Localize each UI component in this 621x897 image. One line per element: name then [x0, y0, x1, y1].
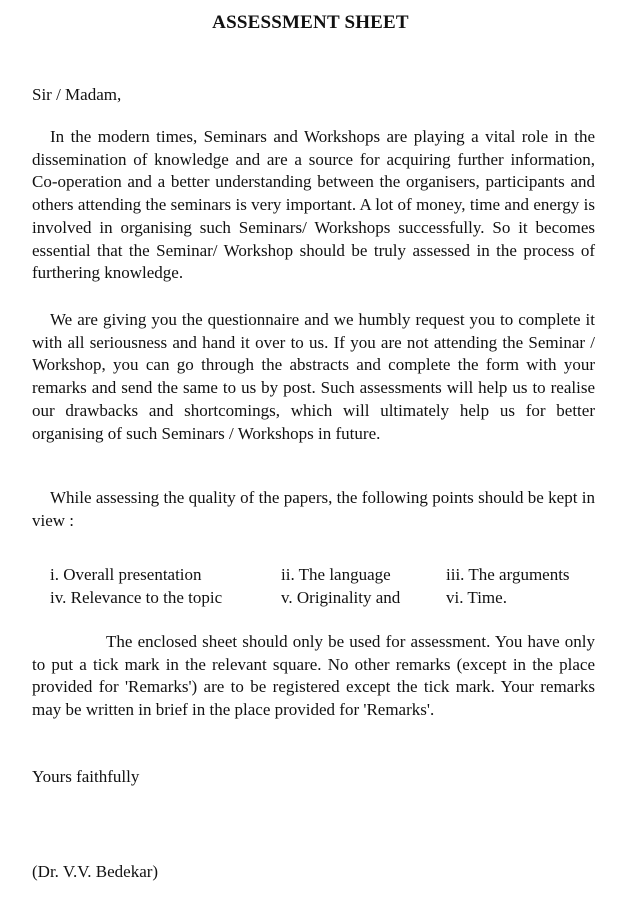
intro-paragraph: In the modern times, Seminars and Workshops are playing a vital role in the dissemination of knowledge and are a source for acquiring further information, Co-operation and a better understanding between the organisers, participants and others attending the seminars is very important. A lot of money, time and energy is involved in organising such Seminars/ Workshops successfully. So it becomes essential that the Seminar/ Workshop should be truly assessed in the process of furthering knowledge.	[32, 127, 595, 283]
salutation: Sir / Madam,	[32, 85, 122, 104]
assessment-criteria-paragraph: While assessing the quality of the papers, the following points should be kept in view :	[32, 488, 595, 530]
point-arguments: iii. The arguments	[446, 565, 570, 584]
point-language: ii. The language	[281, 565, 391, 584]
request-paragraph: We are giving you the questionnaire and we humbly request you to complete it with all seriousness and hand it over to us. If you are not attending the Seminar / Workshop, you can go through the abstracts and complete the form with your remarks and send the same to us by post. Such assessments will help us to realise our drawbacks and shortcomings, which will ultimately help us for better organising of such Seminars / Workshops in future.	[32, 310, 595, 443]
points-row	[50, 563, 600, 586]
assessment-points-list	[50, 563, 600, 609]
point-time: vi. Time.	[446, 588, 507, 607]
closing: Yours faithfully	[32, 767, 140, 786]
signature-name: (Dr. V.V. Bedekar)	[32, 862, 159, 881]
point-relevance: iv. Relevance to the topic	[50, 588, 223, 607]
instructions-paragraph: The enclosed sheet should only be used for assessment. You have only to put a tick mark in the relevant square. No other remarks (except in the place provided for 'Remarks') are to be registered except the tick mark. Your remarks may be written in brief in the place provided for 'Remarks'.	[32, 632, 595, 720]
point-overall-presentation: i. Overall presentation	[50, 565, 202, 584]
page-title: ASSESSMENT SHEET	[212, 12, 409, 33]
point-originality: v. Originality and	[281, 588, 401, 607]
points-row	[50, 586, 600, 609]
